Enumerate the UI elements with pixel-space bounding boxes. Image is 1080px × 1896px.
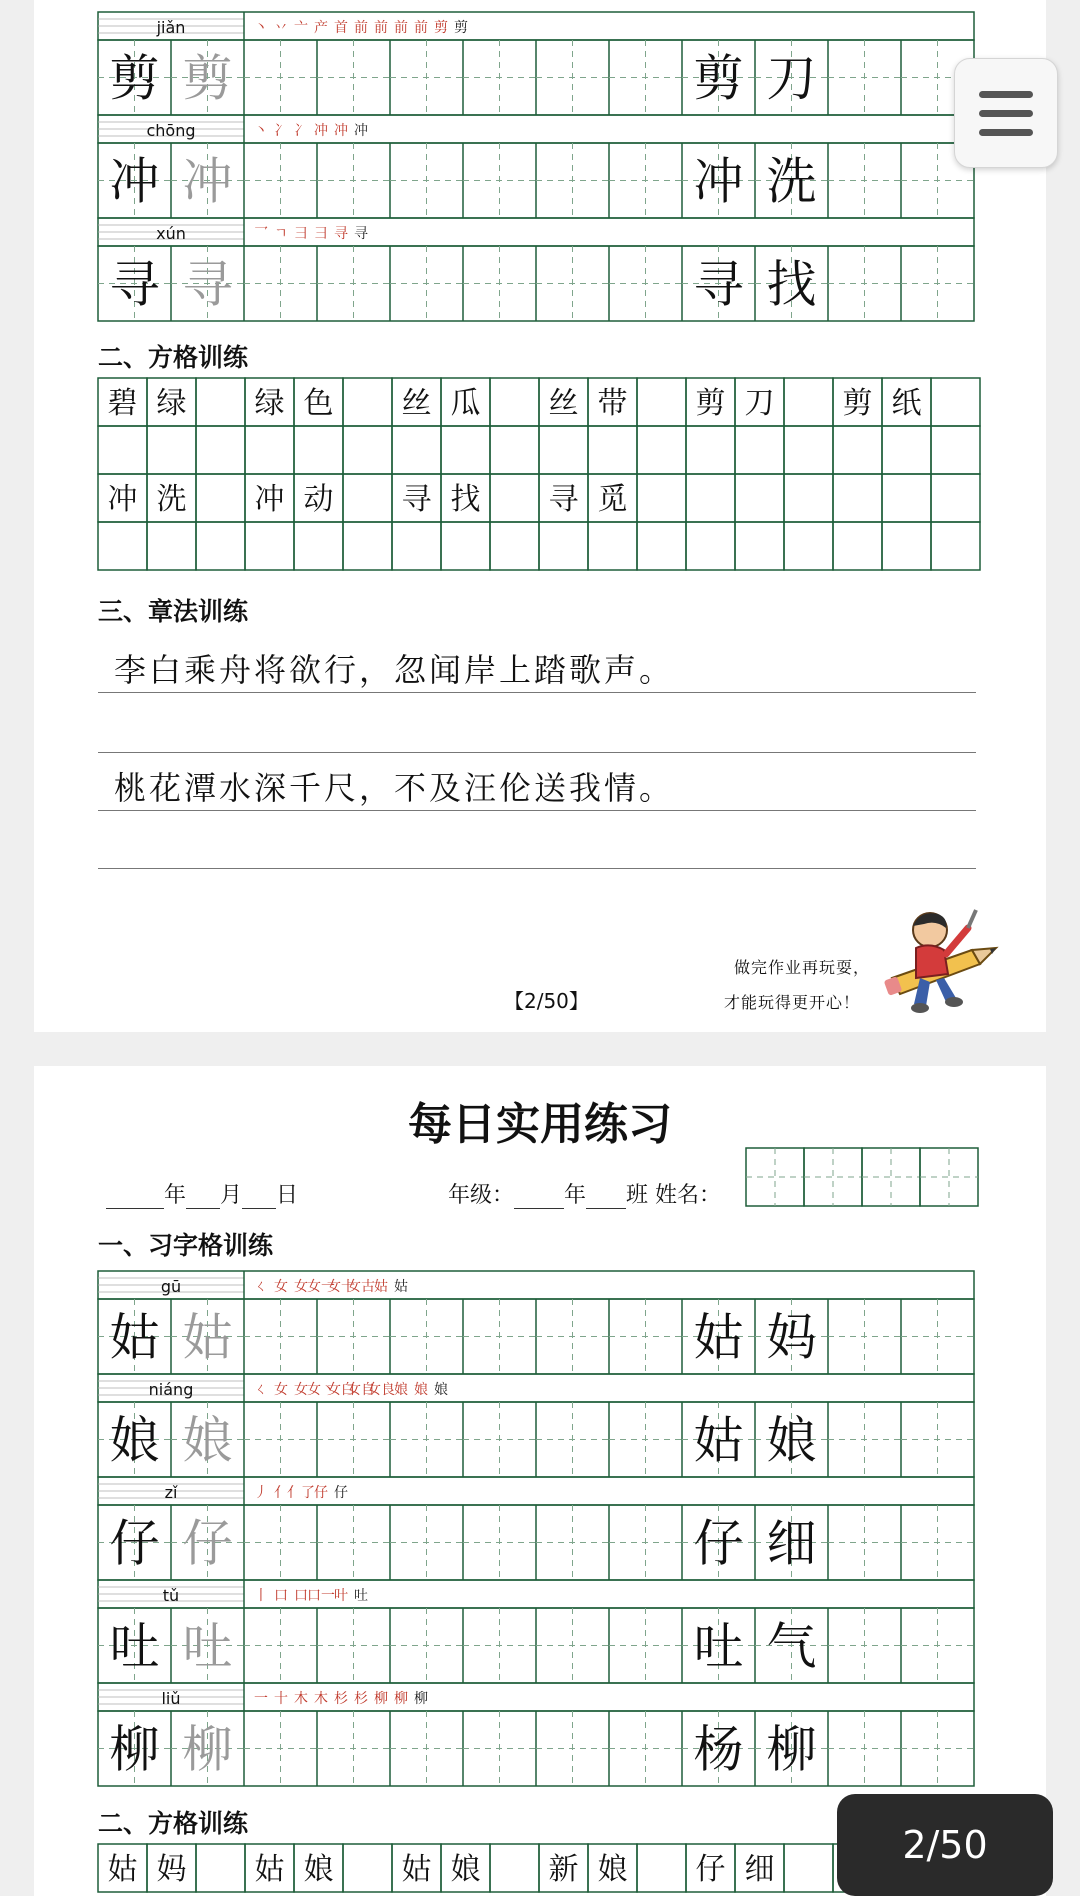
grid-cell [637,474,686,522]
grid-cell [931,378,980,426]
stroke-order-step: 前 [354,20,368,36]
grade-label: 年级： [448,1183,515,1208]
stroke-order-step: 丨 [254,1588,268,1604]
pinyin-label: zǐ [164,1483,178,1502]
writing-rule [98,868,976,869]
grid-character: 冲 [107,482,138,517]
grid-cell [245,426,294,474]
stroke-order-step: 丶 [254,123,268,139]
worksheet-page-2 [34,1066,1046,1896]
footer-motto-line-2: 才能玩得更开心！ [724,993,861,1012]
word-character: 找 [766,255,817,314]
model-character: 剪 [109,49,160,108]
stroke-order-step: 女 [294,1382,308,1398]
grid-character: 带 [597,386,628,421]
grade-year-label: 年 [564,1183,587,1208]
grid-cell [343,1844,392,1892]
stroke-order-step: 亠 [294,20,308,36]
name-boxes[interactable] [744,1146,984,1208]
grid-cell [343,426,392,474]
stroke-order-step: 女良 [367,1382,395,1398]
stroke-order-step: 前 [414,20,428,36]
stroke-order-step: 前 [374,20,388,36]
stroke-order-step: 女丶 [307,1382,335,1398]
grid-cell [539,426,588,474]
grid-cell [147,426,196,474]
grid-character: 绿 [254,386,285,421]
stroke-order-step: 杉 [334,1691,348,1707]
name-label: 姓名： [655,1183,722,1208]
grid-cell [294,522,343,570]
grid-cell [784,426,833,474]
grid-cell [784,474,833,522]
pinyin-label: xún [156,224,186,243]
pinyin-label: jiǎn [156,18,186,37]
stroke-order-step: ㄱ [274,226,288,242]
stroke-order-step: 口 [274,1588,288,1604]
grid-character: 剪 [695,386,726,421]
day-blank[interactable] [242,1186,276,1209]
grid-cell [735,522,784,570]
grid-cell [147,522,196,570]
grid-character: 觅 [597,482,628,517]
grid-cell [539,522,588,570]
grid-character: 冲 [254,482,285,517]
grid-character: 剪 [842,386,873,421]
trace-character: 寻 [182,255,233,314]
stroke-order-step: 仔 [334,1485,348,1501]
menu-icon [979,129,1033,136]
phrase-line-1: 李白乘舟将欲行，忽闻岸上踏歌声。 [114,651,675,689]
grid-character: 细 [744,1852,775,1887]
grid-cell [931,474,980,522]
stroke-order-step: 冲 [334,123,348,139]
stroke-order-step: 前 [394,20,408,36]
menu-icon [979,110,1033,117]
word-character: 刀 [766,49,817,108]
grid-cell [294,426,343,474]
stroke-order-step: 寻 [334,226,348,242]
word-character: 剪 [693,49,744,108]
worksheet-page-1 [34,0,1046,1032]
stroke-order-step: 柳 [394,1691,408,1707]
grid-cell [588,426,637,474]
grid-character: 寻 [548,482,579,517]
grid-character: 动 [303,482,334,517]
grid-character: 新 [548,1852,579,1887]
word-character: 仔 [693,1514,744,1573]
word-character: 娘 [766,1411,817,1470]
trace-character: 吐 [182,1617,233,1676]
grid-cell [196,378,245,426]
stroke-order-step: 冫 [274,123,288,139]
phrase-line-2: 桃花潭水深千尺，不及汪伦送我情。 [114,769,675,807]
grid-cell [343,474,392,522]
section-title-grid-training: 二、方格训练 [98,343,249,372]
grid-character: 绿 [156,386,187,421]
stroke-order-step: 女白 [327,1382,355,1398]
stroke-order-step: 娘 [394,1382,408,1398]
pinyin-label: niáng [148,1380,194,1399]
grid-character: 娘 [303,1852,334,1887]
trace-character: 柳 [182,1720,233,1779]
grid-cell [392,426,441,474]
grid-character: 色 [303,386,334,421]
stroke-order-step: 仔 [314,1485,328,1501]
word-character: 寻 [693,255,744,314]
stroke-order-step: 丷 [274,20,288,36]
word-character: 细 [766,1514,817,1573]
stroke-order-step: 木 [294,1691,308,1707]
grid-character: 纸 [891,386,922,421]
grade-line [448,1178,721,1209]
stroke-order-step: 冲 [354,123,368,139]
box-grid [34,376,1046,576]
grid-character: 妈 [156,1852,187,1887]
stroke-order-step: 剪 [434,20,448,36]
grid-cell [392,522,441,570]
stroke-order-step: 寻 [354,226,368,242]
stroke-order-step: 首 [334,20,348,36]
grid-cell [784,522,833,570]
stroke-order-step: 冫 [294,123,308,139]
grid-cell [686,426,735,474]
pinyin-label: tǔ [162,1586,180,1605]
grid-cell [784,1844,833,1892]
grid-cell [196,474,245,522]
word-character: 妈 [766,1308,817,1367]
grid-cell [441,522,490,570]
stroke-order-step: 口 [294,1588,308,1604]
grid-cell [490,522,539,570]
word-character: 姑 [693,1308,744,1367]
pinyin-label: chōng [146,121,196,140]
grid-character: 洗 [156,482,187,517]
grade-blank[interactable] [514,1186,564,1209]
grid-character: 寻 [401,482,432,517]
section-title-composition-training: 三、章法训练 [98,597,249,626]
grid-cell [686,522,735,570]
footer-motto-line-1: 做完作业再玩耍， [734,958,871,977]
menu-button[interactable] [954,58,1058,168]
stroke-order-step: 女 [274,1279,288,1295]
stroke-order-step: ㄑ [254,1382,268,1398]
stroke-order-step: 彐 [294,226,308,242]
grid-character: 姑 [254,1852,285,1887]
writing-rule [98,752,976,753]
grid-cell [343,378,392,426]
grid-character: 丝 [401,386,432,421]
day-label: 日 [276,1183,299,1208]
grid-character: 找 [450,482,481,517]
stroke-order-step: 女十 [327,1279,355,1295]
pinyin-label: liǔ [161,1689,181,1708]
word-character: 杨 [693,1720,744,1779]
boy-riding-pencil-illustration [880,908,1000,1018]
section-title-grid-training: 二、方格训练 [98,1809,249,1838]
grid-character: 姑 [401,1852,432,1887]
grid-cell [245,522,294,570]
stroke-order-step: 女 [274,1382,288,1398]
stroke-order-step: 姑 [394,1279,408,1295]
word-character: 吐 [693,1617,744,1676]
grid-character: 碧 [107,386,138,421]
grid-cell [833,522,882,570]
pinyin-label: gū [160,1277,182,1296]
stroke-order-step: 一 [254,1691,268,1707]
stroke-order-step: 柳 [374,1691,388,1707]
stroke-order-step: 女一 [307,1279,335,1295]
practice-grid [34,0,1046,325]
word-character: 姑 [693,1411,744,1470]
class-blank[interactable] [586,1186,626,1209]
model-character: 娘 [109,1411,160,1470]
class-label: 班 [626,1183,649,1208]
stroke-order-step: 口一 [307,1588,335,1604]
stroke-order-step: 女自 [347,1382,375,1398]
trace-character: 姑 [182,1308,233,1367]
menu-icon [979,91,1033,98]
date-line [106,1178,298,1209]
grid-cell [784,378,833,426]
word-character: 气 [766,1617,817,1676]
writing-rule [98,810,976,811]
stroke-order-step: 冲 [314,123,328,139]
grid-cell [98,426,147,474]
model-character: 仔 [109,1514,160,1573]
grid-cell [833,426,882,474]
stroke-order-step: 吐 [354,1588,368,1604]
stroke-order-step: 丶 [254,20,268,36]
grid-cell [833,474,882,522]
model-character: 冲 [109,152,160,211]
stroke-order-step: 木 [314,1691,328,1707]
grid-cell [882,426,931,474]
grid-cell [196,1844,245,1892]
stroke-order-step: 娘 [414,1382,428,1398]
grid-cell [490,426,539,474]
stroke-order-step: 十 [274,1691,288,1707]
model-character: 柳 [109,1720,160,1779]
grid-character: 娘 [597,1852,628,1887]
grid-cell [637,378,686,426]
grid-cell [735,474,784,522]
grid-character: 刀 [744,386,775,421]
grid-cell [686,474,735,522]
grid-cell [196,426,245,474]
page-indicator: 2/50 [837,1794,1053,1896]
stroke-order-step: 亻了 [287,1485,315,1501]
stroke-order-step: 女古 [347,1279,375,1295]
stroke-order-step: 杉 [354,1691,368,1707]
page-number: 【2/50】 [504,989,589,1013]
month-blank[interactable] [186,1186,220,1209]
grid-cell [490,378,539,426]
grid-cell [637,1844,686,1892]
grid-cell [637,522,686,570]
stroke-order-step: 丿 [254,1485,268,1501]
stroke-order-step: ㄑ [254,1279,268,1295]
stroke-order-step: 剪 [454,20,468,36]
grid-cell [490,474,539,522]
month-label: 月 [220,1183,243,1208]
grid-character: 瓜 [450,386,481,421]
writing-rule [98,692,976,693]
stroke-order-step: 柳 [414,1691,428,1707]
stroke-order-step: 女 [294,1279,308,1295]
word-character: 冲 [693,152,744,211]
grid-character: 仔 [695,1852,726,1887]
grid-character: 丝 [548,386,579,421]
trace-character: 剪 [182,49,233,108]
model-character: 寻 [109,255,160,314]
stroke-order-step: 产 [314,20,328,36]
page-title: 每日实用练习 [408,1099,672,1150]
year-label: 年 [164,1183,187,1208]
stroke-order-step: 亻 [274,1485,288,1501]
stroke-order-step: 叶 [334,1588,348,1604]
grid-cell [735,426,784,474]
grid-cell [588,522,637,570]
word-character: 柳 [766,1720,817,1779]
model-character: 姑 [109,1308,160,1367]
grid-cell [882,522,931,570]
grid-cell [343,522,392,570]
stroke-order-step: 娘 [434,1382,448,1398]
grid-cell [882,474,931,522]
grid-cell [637,426,686,474]
grid-character: 娘 [450,1852,481,1887]
grid-character: 姑 [107,1852,138,1887]
trace-character: 冲 [182,152,233,211]
trace-character: 娘 [182,1411,233,1470]
grid-cell [196,522,245,570]
practice-grid [34,1269,1046,1794]
grid-cell [441,426,490,474]
model-character: 吐 [109,1617,160,1676]
grid-cell [98,522,147,570]
grid-cell [931,522,980,570]
section-title-practice-grid: 一、习字格训练 [98,1231,274,1260]
grid-cell [490,1844,539,1892]
stroke-order-step: 彐 [314,226,328,242]
stroke-order-step: 乛 [254,226,268,242]
year-blank[interactable] [106,1186,164,1209]
grid-cell [931,426,980,474]
word-character: 洗 [766,152,817,211]
stroke-order-step: 姑 [374,1279,388,1295]
trace-character: 仔 [182,1514,233,1573]
